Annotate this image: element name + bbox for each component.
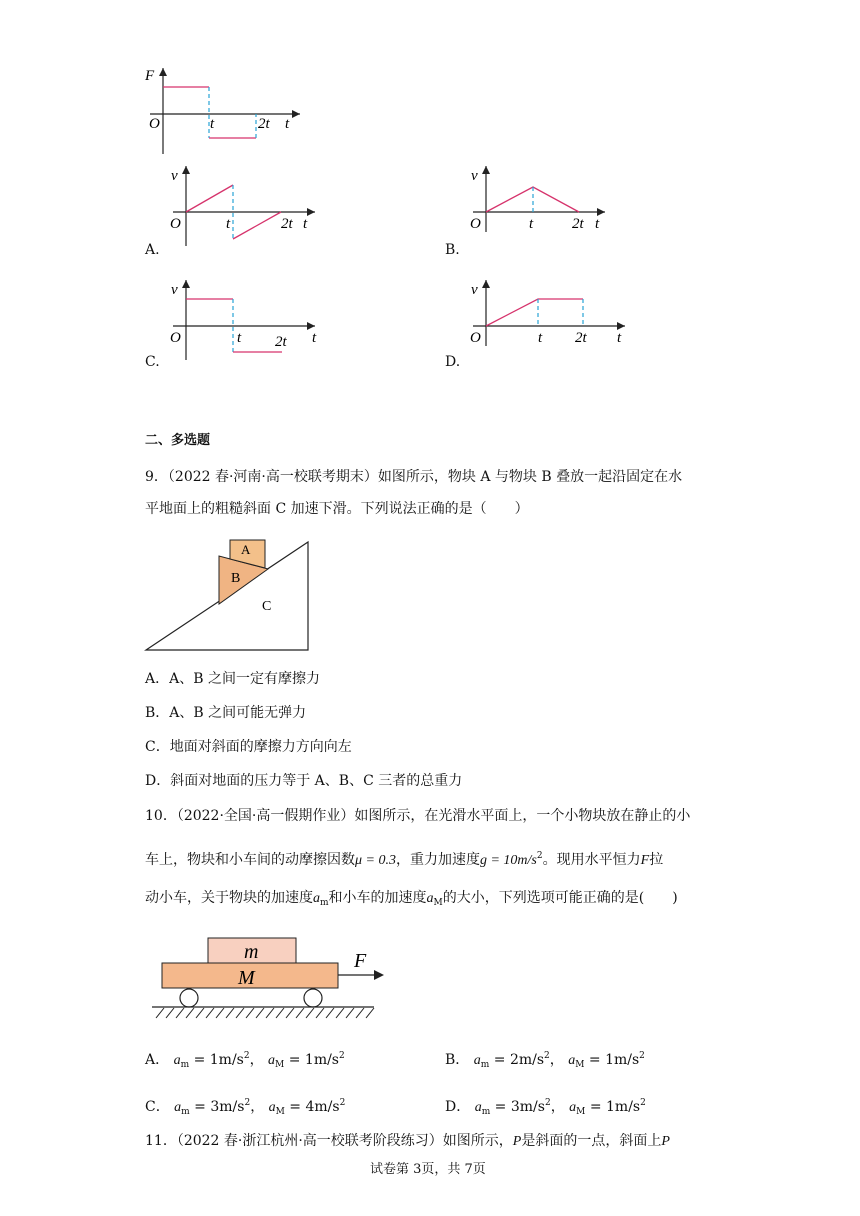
- x-axis-label: t: [285, 116, 290, 132]
- g-expression: g = 10m/s: [479, 853, 537, 868]
- tick-2t-label: 2t: [275, 334, 287, 350]
- q10-option-c: C． $a_m = 3m/s^2$， $a_M = 4m/s^2$: [145, 1098, 346, 1117]
- option-c-label: C.: [145, 354, 160, 370]
- mu-expression: μ = 0.3: [355, 853, 396, 868]
- origin-label: O: [170, 216, 181, 232]
- y-axis-label: v: [171, 168, 178, 184]
- x-axis-label: t: [303, 216, 308, 232]
- incline-diagram: [140, 532, 315, 657]
- q10-stem-line3: 动小车，关于物块的加速度$a_m$和小车的加速度$a_M$的大小，下列选项可能正确的是( ): [145, 890, 678, 908]
- option-d-label: D.: [445, 354, 461, 370]
- tick-t-label: t: [529, 216, 534, 232]
- option-b-label: B.: [445, 242, 460, 258]
- y-axis-label: v: [171, 282, 178, 298]
- q9-option-c: C．地面对斜面的摩擦力方向向左: [145, 739, 352, 755]
- q9-stem-line2: 平地面上的粗糙斜面 C 加速下滑。下列说法正确的是（ ）: [145, 501, 529, 517]
- block-b-label: B: [231, 571, 241, 586]
- origin-label: O: [170, 330, 181, 346]
- origin-label: O: [149, 116, 160, 132]
- option-c-graph: [165, 276, 325, 361]
- block-m-label: m: [244, 941, 259, 963]
- tick-t-label: t: [210, 116, 215, 132]
- tick-t-label: t: [538, 330, 543, 346]
- y-axis-label: v: [471, 168, 478, 184]
- tick-2t-label: 2t: [281, 216, 293, 232]
- q10-option-d: D． $a_m = 3m/s^2$， $a_M = 1m/s^2$: [445, 1098, 646, 1117]
- tick-t-label: t: [237, 330, 242, 346]
- origin-label: O: [470, 216, 481, 232]
- option-a-graph: [165, 162, 325, 247]
- y-axis-label: v: [471, 282, 478, 298]
- option-a-label: A.: [145, 242, 160, 258]
- force-f-label: F: [354, 950, 367, 972]
- cart-diagram: [148, 930, 388, 1022]
- section-title: 二、多选题: [145, 433, 211, 448]
- tick-2t-label: 2t: [575, 330, 587, 346]
- cart-m-label: M: [238, 967, 255, 989]
- tick-t-label: t: [226, 216, 231, 232]
- force-time-graph: [140, 62, 310, 157]
- tick-2t-label: 2t: [572, 216, 584, 232]
- q10-option-b: B． $a_m = 2m/s^2$， $a_M = 1m/s^2$: [445, 1051, 645, 1070]
- q9-option-d: D．斜面对地面的压力等于 A、B、C 三者的总重力: [145, 773, 463, 789]
- q9-option-b: B．A、B 之间可能无弹力: [145, 705, 307, 721]
- tick-2t-label: 2t: [258, 116, 270, 132]
- q9-stem-line1: 9．（2022 春·河南·高一校联考期末）如图所示，物块 A 与物块 B 叠放一起沿固定在水: [145, 469, 683, 485]
- option-b-graph: [465, 162, 615, 237]
- origin-label: O: [470, 330, 481, 346]
- q10-stem-line2: 车上，物块和小车间的动摩擦因数μ = 0.3，重力加速度$g = 10m/s^2$。现用水平恒力F拉: [145, 851, 664, 868]
- page-footer: 试卷第 3页，共 7页: [370, 1162, 486, 1177]
- option-d-graph: [465, 276, 635, 351]
- x-axis-label: t: [312, 330, 317, 346]
- q10-stem-line1: 10．（2022·全国·高一假期作业）如图所示，在光滑水平面上，一个小物块放在静止的小: [145, 808, 691, 824]
- q10-option-a: A． $a_m = 1m/s^2$， $a_M = 1m/s^2$: [145, 1051, 345, 1070]
- incline-c-label: C: [262, 599, 272, 614]
- x-axis-label: t: [617, 330, 622, 346]
- y-axis-label: F: [145, 68, 155, 84]
- q11-stem-line1: 11．（2022 春·浙江杭州·高一校联考阶段练习）如图所示，P是斜面的一点，斜面上P: [145, 1133, 670, 1149]
- q9-option-a: A．A、B 之间一定有摩擦力: [145, 671, 320, 687]
- x-axis-label: t: [595, 216, 600, 232]
- block-a-label: A: [241, 542, 251, 557]
